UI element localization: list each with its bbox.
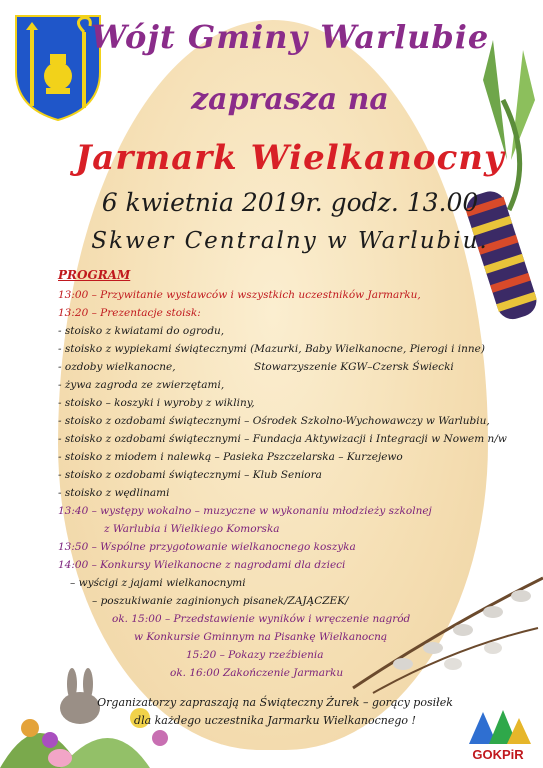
program-line: w Konkursie Gminnym na Pisankę Wielkanocną	[134, 631, 388, 643]
title-line-2: zaprasza na	[191, 82, 389, 117]
program-line: - ozdoby wielkanocne,	[58, 361, 176, 373]
program-line: ok. 16:00 Zakończenie Jarmarku	[170, 667, 344, 679]
program-line: - stoisko z ozdobami świątecznymi – Fundacja Aktywizacji i Integracji w Nowem n/w	[58, 433, 507, 445]
program-line: 13:00 – Przywitanie wystawców i wszystkich uczestników Jarmarku,	[58, 289, 421, 301]
program-line: 13:50 – Wspólne przygotowanie wielkanocnego koszyka	[58, 541, 356, 553]
program-line: z Warlubia i Wielkiego Komorska	[104, 523, 280, 535]
program-line: - stoisko z kwiatami do ogrodu,	[58, 325, 225, 337]
title-line-1: Wójt Gminy Warlubie	[90, 18, 490, 56]
program-line: 13:20 – Prezentacje stoisk:	[58, 307, 201, 319]
program-line: - stoisko z wędlinami	[58, 487, 170, 499]
gokpir-logo-icon	[461, 706, 535, 746]
program-line: - stoisko z miodem i nalewką – Pasieka Pszczelarska – Kurzejewo	[58, 451, 403, 463]
program-line: - stoisko z wypiekami świątecznymi (Mazurki, Baby Wielkanocne, Pierogi i inne)	[58, 343, 485, 355]
program-line: 14:00 – Konkursy Wielkanocne z nagrodami dla dzieci	[58, 559, 346, 571]
footer-invitation	[80, 694, 470, 730]
gokpir-logo	[461, 706, 535, 762]
program-line: - żywa zagroda ze zwierzętami,	[58, 379, 225, 391]
event-date: 6 kwietnia 2019r. godz. 13.00	[101, 188, 479, 217]
footer-line-1: Organizatorzy zapraszają na Świąteczny Żurek – gorący posiłek	[97, 696, 453, 709]
footer-line-2: dla każdego uczestnika Jarmarku Wielkanocnego !	[134, 714, 416, 727]
program-line: – poszukiwanie zaginionych pisanek/ZAJĄCZEK/	[92, 595, 349, 607]
program-line: Stowarzyszenie KGW–Czersk Świecki	[254, 361, 454, 373]
program-line: - stoisko – koszyki i wyroby z wikliny,	[58, 397, 255, 409]
program-line: 13:40 – występy wokalno – muzyczne w wykonaniu młodzieży szkolnej	[58, 505, 432, 517]
program-line: ok. 15:00 – Przedstawienie wyników i wręczenie nagród	[112, 613, 411, 625]
program-line: - stoisko z ozdobami świątecznymi – Ośrodek Szkolno-Wychowawczy w Warlubiu,	[58, 415, 490, 427]
event-title: Jarmark Wielkanocny	[75, 138, 505, 178]
program-line: – wyścigi z jajami wielkanocnymi	[70, 577, 246, 589]
event-location: Skwer Centralny w Warlubiu.	[91, 228, 489, 254]
program-line: 15:20 – Pokazy rzeźbienia	[186, 649, 324, 661]
program-line: - stoisko z ozdobami świątecznymi – Klub Seniora	[58, 469, 322, 481]
program-heading: PROGRAM	[58, 268, 131, 282]
logo-text: GOKPiR	[472, 747, 524, 762]
